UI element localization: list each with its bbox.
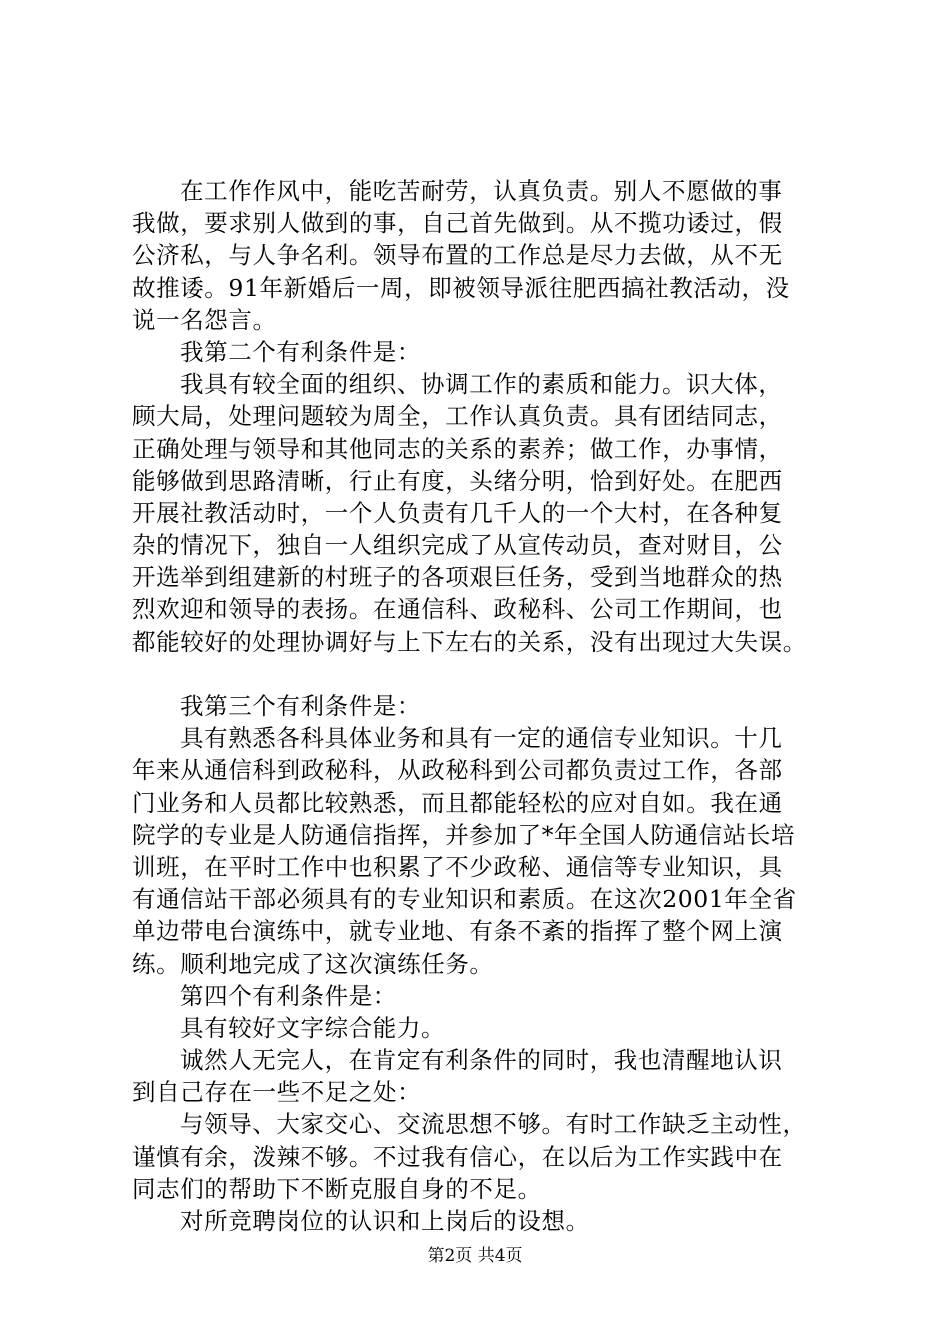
paragraph-line: 单边带电台演练中，就专业地、有条不紊的指挥了整个网上演: [132, 917, 783, 946]
paragraph-line: 烈欢迎和领导的表扬。在通信科、政秘科、公司工作期间，也: [132, 595, 783, 624]
paragraph-line: 同志们的帮助下不断克服自身的不足。: [132, 1174, 542, 1203]
paragraph-line: 对所竞聘岗位的认识和上岗后的设想。: [180, 1207, 590, 1235]
paragraph-line: 训班，在平时工作中也积累了不少政秘、通信等专业知识，具: [132, 852, 783, 881]
paragraph-line: 年来从通信科到政秘科，从政秘科到公司都负责过工作，各部: [132, 756, 783, 785]
paragraph-line: 公济私，与人争名利。领导布置的工作总是尽力去做，从不无: [132, 241, 783, 270]
paragraph-line: 第四个有利条件是：: [180, 981, 397, 1010]
paragraph-line: 说一名怨言。: [132, 305, 277, 334]
paragraph-spacer: [132, 658, 852, 690]
paragraph-line: 开选举到组建新的村班子的各项艰巨任务，受到当地群众的热: [132, 563, 783, 592]
paragraph-line: 正确处理与领导和其他同志的关系的素养；做工作，办事情，: [132, 434, 783, 463]
paragraph-line: 院学的专业是人防通信指挥，并参加了*年全国人防通信站长培: [132, 820, 796, 849]
document-body: [132, 175, 852, 1237]
paragraph-line: 故推诿。91年新婚后一周，即被领导派往肥西搞社教活动，没: [132, 273, 790, 302]
paragraph-line: 杂的情况下，独自一人组织完成了从宣传动员，查对财目，公: [132, 531, 783, 560]
paragraph-line: 门业务和人员都比较熟悉，而且都能轻松的应对自如。我在通: [132, 788, 783, 817]
paragraph-line: 在工作作风中，能吃苦耐劳，认真负责。别人不愿做的事: [180, 177, 783, 205]
paragraph-line: 我做，要求别人做到的事，自己首先做到。从不揽功诿过，假: [132, 209, 783, 238]
paragraph-line: 谨慎有余，泼辣不够。不过我有信心，在以后为工作实践中在: [132, 1142, 783, 1171]
paragraph-line: 我第二个有利条件是：: [180, 337, 421, 366]
paragraph-line: 能够做到思路清晰，行止有度，头绪分明，恰到好处。在肥西: [132, 466, 783, 495]
paragraph-line: 到自己存在一些不足之处：: [132, 1078, 422, 1107]
paragraph-line: 与领导、大家交心、交流思想不够。有时工作缺乏主动性，: [180, 1110, 807, 1139]
paragraph-line: 我具有较全面的组织、协调工作的素质和能力。识大体，: [180, 370, 783, 399]
paragraph-line: 具有较好文字综合能力。: [180, 1013, 446, 1042]
paragraph-line: 诚然人无完人，在肯定有利条件的同时，我也清醒地认识: [180, 1046, 783, 1075]
paragraph-line: 练。顺利地完成了这次演练任务。: [132, 949, 494, 978]
paragraph-line: 顾大局，处理问题较为周全，工作认真负责。具有团结同志，: [132, 402, 783, 431]
paragraph-line: 具有熟悉各科具体业务和具有一定的通信专业知识。十几: [180, 724, 783, 753]
page-number: 第2页 共4页: [427, 1246, 523, 1266]
paragraph-line: 开展社教活动时，一个人负责有几千人的一个大村，在各种复: [132, 498, 783, 527]
paragraph-line: 有通信站干部必须具有的专业知识和素质。在这次2001年全省: [132, 885, 797, 914]
paragraph-line: 我第三个有利条件是：: [180, 692, 421, 720]
paragraph-line: 都能较好的处理协调好与上下左右的关系，没有出现过大失误。: [132, 627, 807, 656]
